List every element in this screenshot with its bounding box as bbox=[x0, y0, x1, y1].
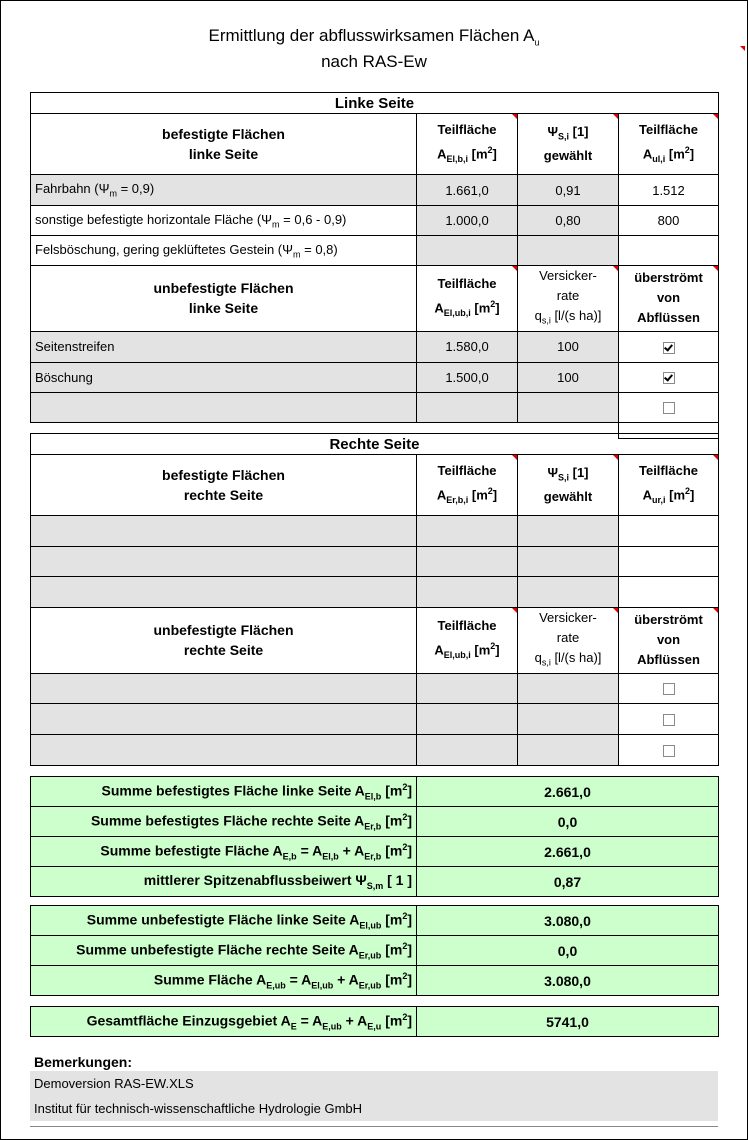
overflow-checkbox[interactable] bbox=[663, 372, 675, 384]
row-label[interactable]: sonstige befestigte horizontale Fläche $(\Psi_m = 0,6 - 0,9)$ bbox=[31, 206, 417, 236]
area-u-cell: 1.512 bbox=[619, 175, 719, 206]
mean-runoff-coefficient-value: 0,87 bbox=[417, 867, 719, 897]
sum-unpaved-right-value: 0,0 bbox=[417, 936, 719, 966]
psi-cell[interactable] bbox=[518, 236, 619, 266]
area-cell[interactable] bbox=[417, 392, 518, 422]
sum-unpaved-left-value: 3.080,0 bbox=[417, 906, 719, 936]
sum-paved-left-value: 2.661,0 bbox=[417, 777, 719, 807]
summary-row bbox=[31, 1007, 719, 1037]
psi-cell[interactable]: 0,91 bbox=[518, 175, 619, 206]
right-paved-header-label: befestigte Flächen rechte Seite bbox=[31, 455, 417, 516]
row-label[interactable] bbox=[31, 703, 417, 734]
psi-cell[interactable] bbox=[518, 516, 619, 547]
area-cell[interactable] bbox=[417, 577, 518, 608]
right-paved-psi-header: $\Psi_{S,i}$ [1] gewählt bbox=[518, 455, 619, 516]
table-row bbox=[31, 516, 719, 547]
table-row bbox=[31, 673, 719, 703]
area-cell[interactable]: 1.000,0 bbox=[417, 206, 518, 236]
left-unpaved-overflow-header: überströmt von Abflüssen bbox=[619, 266, 719, 332]
left-paved-area-header: Teilfläche $A_{El,b,i}$ $[m^2]$ bbox=[417, 114, 518, 175]
table-row bbox=[31, 331, 719, 362]
bottom-divider bbox=[30, 1126, 718, 1127]
sum-unpaved-right-label: Summe unbefestigte Fläche rechte Seite $A_{Er,ub}$ $[m^2]$ bbox=[31, 936, 417, 966]
mean-runoff-coefficient-label: mittlerer Spitzenabflussbeiwert $\Psi_{S,m}$ [ 1 ] bbox=[31, 867, 417, 897]
table-row bbox=[31, 703, 719, 734]
area-u-cell: 800 bbox=[619, 206, 719, 236]
summary-row bbox=[31, 837, 719, 867]
row-label[interactable] bbox=[31, 547, 417, 577]
table-row bbox=[31, 577, 719, 608]
left-section-title: Linke Seite bbox=[31, 93, 719, 114]
table-row bbox=[31, 392, 719, 422]
table-row bbox=[31, 175, 719, 206]
total-catchment-area-label: Gesamtfläche Einzugsgebiet $A_E = A_{E,ub} + A_{E,u}$ $[m^2]$ bbox=[31, 1007, 417, 1037]
right-unpaved-rate-header: Versicker- rate $q_{s,i}$ [l/(s ha)] bbox=[518, 608, 619, 674]
summary-row bbox=[31, 906, 719, 936]
row-label[interactable]: Böschung bbox=[31, 362, 417, 392]
area-u-cell bbox=[619, 577, 719, 608]
row-label[interactable] bbox=[31, 577, 417, 608]
table-row bbox=[31, 206, 719, 236]
left-unpaved-rate-header: Versicker- rate $q_{s,i}$ [l/(s ha)] bbox=[518, 266, 619, 332]
sum-paved-right-value: 0,0 bbox=[417, 807, 719, 837]
row-label[interactable] bbox=[31, 734, 417, 765]
sum-paved-total-label: Summe befestigte Fläche $A_{E,b} = A_{El,b} + A_{Er,b}$ $[m^2]$ bbox=[31, 837, 417, 867]
left-unpaved-area-header: Teilfläche $A_{El,ub,i}$ $[m^2]$ bbox=[417, 266, 518, 332]
right-unpaved-header-label: unbefestigte Flächen rechte Seite bbox=[31, 608, 417, 674]
area-cell[interactable] bbox=[417, 734, 518, 765]
psi-cell[interactable] bbox=[518, 547, 619, 577]
summary-row bbox=[31, 807, 719, 837]
total-catchment-area-value: 5741,0 bbox=[417, 1007, 719, 1037]
right-section-title: Rechte Seite bbox=[31, 434, 719, 455]
table-row bbox=[31, 362, 719, 392]
rate-cell[interactable]: 100 bbox=[518, 331, 619, 362]
row-label[interactable] bbox=[31, 392, 417, 422]
page-subtitle: nach RAS-Ew bbox=[321, 52, 427, 71]
rate-cell[interactable] bbox=[518, 392, 619, 422]
area-cell[interactable] bbox=[417, 236, 518, 266]
area-u-cell bbox=[619, 547, 719, 577]
page-title: Ermittlung der abflusswirksamen Flächen $A_u$ bbox=[208, 26, 540, 48]
table-row bbox=[31, 236, 719, 266]
left-paved-header-label: befestigte Flächen linke Seite bbox=[31, 114, 417, 175]
overflow-checkbox[interactable] bbox=[663, 402, 675, 414]
sum-unpaved-total-label: Summe Fläche $A_{E,ub} = A_{El,ub} + A_{Er,ub}$ $[m^2]$ bbox=[31, 966, 417, 996]
overflow-checkbox[interactable] bbox=[663, 745, 675, 757]
rate-cell[interactable] bbox=[518, 673, 619, 703]
right-paved-area-u-header: Teilfläche $A_{ur,i}$ $[m^2]$ bbox=[619, 455, 719, 516]
sum-unpaved-total-value: 3.080,0 bbox=[417, 966, 719, 996]
summary-row bbox=[31, 936, 719, 966]
overflow-checkbox[interactable] bbox=[663, 683, 675, 695]
sum-paved-total-value: 2.661,0 bbox=[417, 837, 719, 867]
rate-cell[interactable]: 100 bbox=[518, 362, 619, 392]
row-label[interactable]: Seitenstreifen bbox=[31, 331, 417, 362]
remarks-line-1[interactable]: Demoversion RAS-EW.XLS bbox=[30, 1071, 718, 1096]
area-cell[interactable] bbox=[417, 673, 518, 703]
right-unpaved-area-header: Teilfläche $A_{El,ub,i}$ $[m^2]$ bbox=[417, 608, 518, 674]
table-row bbox=[31, 734, 719, 765]
summary-row bbox=[31, 777, 719, 807]
area-u-cell bbox=[619, 236, 719, 266]
left-side-table bbox=[30, 92, 719, 439]
row-label[interactable]: Fahrbahn $(\Psi_m = 0,9)$ bbox=[31, 175, 417, 206]
right-unpaved-overflow-header: überströmt von Abflüssen bbox=[619, 608, 719, 674]
left-unpaved-header-label: unbefestigte Flächen linke Seite bbox=[31, 266, 417, 332]
area-cell[interactable] bbox=[417, 703, 518, 734]
sum-unpaved-left-label: Summe unbefestigte Fläche linke Seite $A_{El,ub}$ $[m^2]$ bbox=[31, 906, 417, 936]
area-cell[interactable]: 1.500,0 bbox=[417, 362, 518, 392]
summary-row bbox=[31, 867, 719, 897]
overflow-checkbox[interactable] bbox=[663, 714, 675, 726]
overflow-checkbox[interactable] bbox=[663, 342, 675, 354]
area-u-cell bbox=[619, 516, 719, 547]
table-row bbox=[31, 547, 719, 577]
remarks-title: Bemerkungen: bbox=[34, 1054, 133, 1070]
row-label[interactable] bbox=[31, 516, 417, 547]
summary-row bbox=[31, 966, 719, 996]
psi-cell[interactable] bbox=[518, 577, 619, 608]
summary-total-table bbox=[30, 1006, 719, 1037]
summary-paved-table bbox=[30, 776, 719, 897]
left-paved-area-u-header: Teilfläche $A_{ul,i}$ $[m^2]$ bbox=[619, 114, 719, 175]
sum-paved-left-label: Summe befestigtes Fläche linke Seite $A_{El,b}$ $[m^2]$ bbox=[31, 777, 417, 807]
row-label[interactable]: Felsböschung, gering geklüftetes Gestein $(\Psi_m = 0,8)$ bbox=[31, 236, 417, 266]
right-side-table bbox=[30, 433, 719, 766]
left-paved-psi-header: $\Psi_{S,i}$ [1] gewählt bbox=[518, 114, 619, 175]
area-cell[interactable] bbox=[417, 547, 518, 577]
area-cell[interactable] bbox=[417, 516, 518, 547]
summary-unpaved-table bbox=[30, 905, 719, 996]
area-cell[interactable]: 1.661,0 bbox=[417, 175, 518, 206]
sum-paved-right-label: Summe befestigtes Fläche rechte Seite $A_{Er,b}$ $[m^2]$ bbox=[31, 807, 417, 837]
right-paved-area-header: Teilfläche $A_{Er,b,i}$ $[m^2]$ bbox=[417, 455, 518, 516]
area-cell[interactable]: 1.580,0 bbox=[417, 331, 518, 362]
psi-cell[interactable]: 0,80 bbox=[518, 206, 619, 236]
rate-cell[interactable] bbox=[518, 703, 619, 734]
remarks-line-2[interactable]: Institut für technisch-wissenschaftliche Hydrologie GmbH bbox=[30, 1096, 718, 1121]
row-label[interactable] bbox=[31, 673, 417, 703]
rate-cell[interactable] bbox=[518, 734, 619, 765]
